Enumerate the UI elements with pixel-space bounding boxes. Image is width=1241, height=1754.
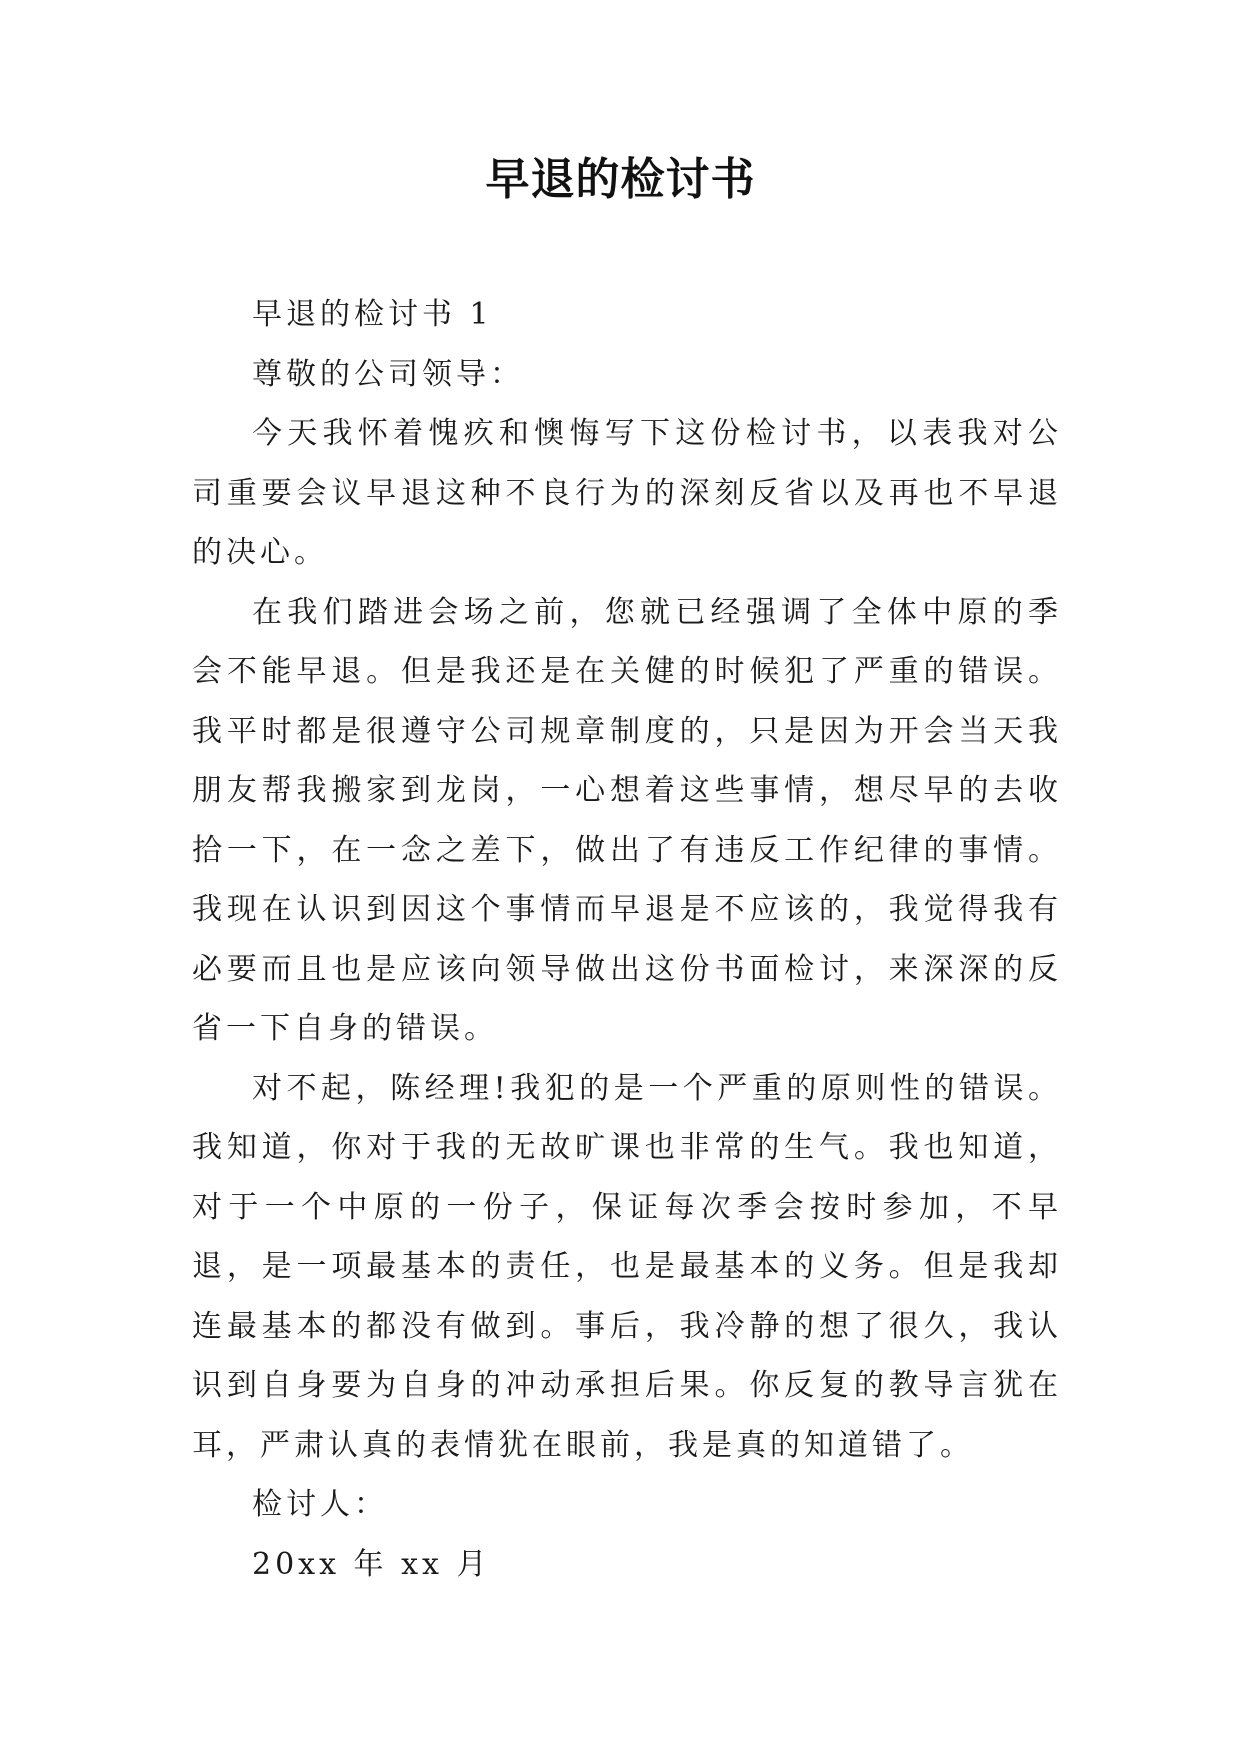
salutation: 尊敬的公司领导： [252, 356, 524, 392]
paragraph-intro: 今天我怀着愧疚和懊悔写下这份检讨书，以表我对公司重要会议早退这种不良行为的深刻反省以及再也不早退的决心。 [192, 416, 1062, 570]
paragraph-apology: 对不起，陈经理!我犯的是一个严重的原则性的错误。我知道，你对于我的无故旷课也非常的生气。我也知道，对于一个中原的一份子，保证每次季会按时参加，不早退，是一项最基本的责任，也是最基本的义务。但是我却连最基本的都没有做到。事后，我冷静的想了很久，我认识到自身要为自身的冲动承担后果。你反复的教导言犹在耳，严肃认真的表情犹在眼前，我是真的知道错了。 [192, 1070, 1062, 1463]
date-line: 20xx 年 xx 月 [252, 1546, 491, 1582]
document-title: 早退的检讨书 [485, 154, 756, 205]
signature-label: 检讨人： [252, 1487, 388, 1522]
section-heading: 早退的检讨书 1 [252, 297, 493, 332]
paragraph-explanation: 在我们踏进会场之前，您就已经强调了全体中原的季会不能早退。但是我还是在关健的时候犯了严重的错误。我平时都是很遵守公司规章制度的，只是因为开会当天我朋友帮我搬家到龙岗，一心想着这些事情，想尽早的去收拾一下，在一念之差下，做出了有违反工作纪律的事情。我现在认识到因这个事情而早退是不应该的，我觉得我有必要而且也是应该向领导做出这份书面检讨，来深深的反省一下自身的错误。 [192, 594, 1062, 1046]
document-body [192, 285, 1062, 1594]
